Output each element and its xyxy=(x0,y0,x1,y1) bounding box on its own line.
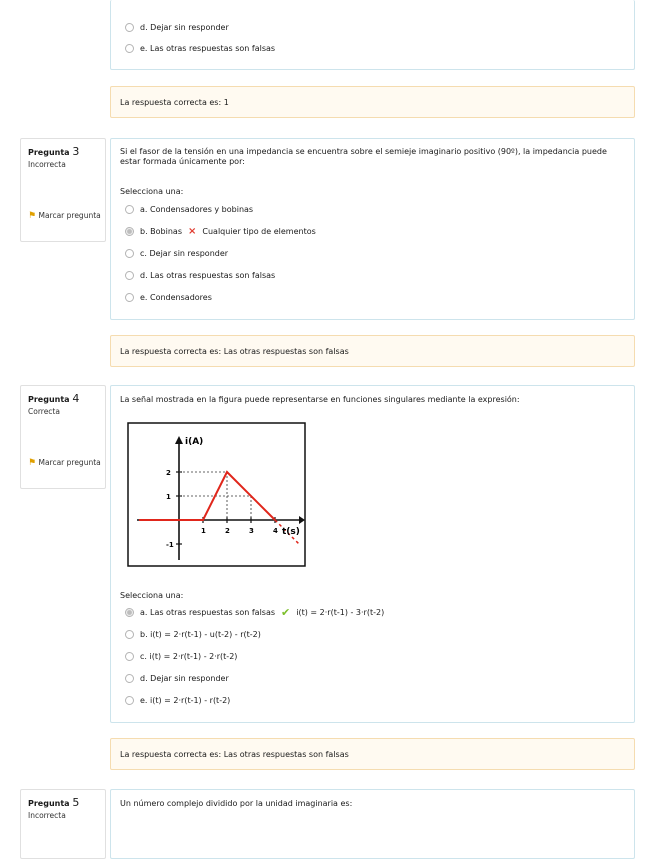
option-label: e. Condensadores xyxy=(140,292,212,302)
q4-option-e[interactable] xyxy=(125,693,230,707)
q4-option-a[interactable] xyxy=(125,605,384,619)
option-label: e. i(t) = 2·r(t-1) - r(t-2) xyxy=(140,695,231,705)
flag-icon: ⚑ xyxy=(28,458,37,468)
option-label: d. Las otras respuestas son falsas xyxy=(140,270,276,280)
option-label: b. i(t) = 2·r(t-1) - u(t-2) - r(t-2) xyxy=(140,629,261,639)
question-2-content-box xyxy=(110,0,635,70)
radio-button[interactable] xyxy=(125,696,134,705)
x-tick-label: 3 xyxy=(249,527,254,535)
feedback-text: La respuesta correcta es: Las otras respuestas son falsas xyxy=(120,347,349,356)
flag-question-link[interactable] xyxy=(28,211,101,221)
x-axis-label: t(s) xyxy=(282,527,300,537)
correct-check-icon: ✔ xyxy=(281,605,291,619)
flag-question-link[interactable] xyxy=(28,458,101,468)
question-3-info xyxy=(20,138,106,242)
q3-option-b[interactable] xyxy=(125,224,316,238)
flag-label: Marcar pregunta xyxy=(38,211,101,220)
q2-feedback xyxy=(110,86,635,118)
question-number: Pregunta 5 xyxy=(28,796,80,809)
option-label: d. Dejar sin responder xyxy=(140,673,229,683)
q3-feedback xyxy=(110,335,635,367)
y-tick-label: 2 xyxy=(166,469,171,477)
option-label: c. i(t) = 2·r(t-1) - 2·r(t-2) xyxy=(140,651,238,661)
question-4-content-box xyxy=(110,385,635,723)
q3-option-d[interactable] xyxy=(125,268,275,282)
flag-label: Marcar pregunta xyxy=(38,458,101,467)
option-label: a. Condensadores y bobinas xyxy=(140,204,254,214)
feedback-answer: i(t) = 2·r(t-1) - 3·r(t-2) xyxy=(296,607,385,617)
radio-button[interactable] xyxy=(125,608,134,617)
q2-option-d[interactable] xyxy=(125,20,229,34)
x-tick-label: 1 xyxy=(201,527,206,535)
q4-option-c[interactable] xyxy=(125,649,237,663)
option-label: d. Dejar sin responder xyxy=(140,22,229,32)
option-label: a. Las otras respuestas son falsas xyxy=(140,607,276,617)
x-tick-label: 2 xyxy=(225,527,230,535)
x-tick-label: 4 xyxy=(273,527,278,535)
option-label: e. Las otras respuestas son falsas xyxy=(140,43,276,53)
q3-option-a[interactable] xyxy=(125,202,253,216)
radio-button[interactable] xyxy=(125,249,134,258)
question-number: Pregunta 4 xyxy=(28,392,80,405)
select-label: Selecciona una: xyxy=(120,591,184,600)
q3-option-c[interactable] xyxy=(125,246,228,260)
incorrect-x-icon: × xyxy=(188,225,197,237)
q3-option-e[interactable] xyxy=(125,290,212,304)
question-number: Pregunta 3 xyxy=(28,145,80,158)
feedback-answer: Cualquier tipo de elementos xyxy=(202,226,316,236)
radio-button[interactable] xyxy=(125,23,134,32)
signal-figure xyxy=(127,422,307,568)
radio-button[interactable] xyxy=(125,674,134,683)
select-label: Selecciona una: xyxy=(120,187,184,196)
option-label: c. Dejar sin responder xyxy=(140,248,229,258)
question-text: Un número complejo dividido por la unidad imaginaria es: xyxy=(120,799,353,808)
radio-button[interactable] xyxy=(125,630,134,639)
radio-button[interactable] xyxy=(125,271,134,280)
q4-option-d[interactable] xyxy=(125,671,229,685)
question-state: Incorrecta xyxy=(28,160,66,169)
q4-feedback xyxy=(110,738,635,770)
option-label: b. Bobinas xyxy=(140,226,182,236)
question-3-content-box xyxy=(110,138,635,320)
radio-button[interactable] xyxy=(125,44,134,53)
question-text: Si el fasor de la tensión en una impedancia se encuentra sobre el semieje imaginario positivo (90º), la impedancia puede estar formada únicamente por: xyxy=(120,147,607,166)
y-axis-label: i(A) xyxy=(185,437,204,447)
feedback-text: La respuesta correcta es: 1 xyxy=(120,98,229,107)
radio-button[interactable] xyxy=(125,652,134,661)
flag-icon: ⚑ xyxy=(28,211,37,221)
feedback-text: La respuesta correcta es: Las otras respuestas son falsas xyxy=(120,750,349,759)
question-5-content-box xyxy=(110,789,635,859)
question-text: La señal mostrada en la figura puede representarse en funciones singulares mediante la expresión: xyxy=(120,395,520,404)
y-tick-label: -1 xyxy=(166,541,174,549)
radio-button[interactable] xyxy=(125,293,134,302)
radio-button[interactable] xyxy=(125,205,134,214)
question-state: Incorrecta xyxy=(28,811,66,820)
q4-option-b[interactable] xyxy=(125,627,261,641)
question-5-info xyxy=(20,789,106,859)
question-state: Correcta xyxy=(28,407,60,416)
q2-option-e[interactable] xyxy=(125,41,275,55)
y-tick-label: 1 xyxy=(166,493,171,501)
radio-button[interactable] xyxy=(125,227,134,236)
question-4-info xyxy=(20,385,106,489)
